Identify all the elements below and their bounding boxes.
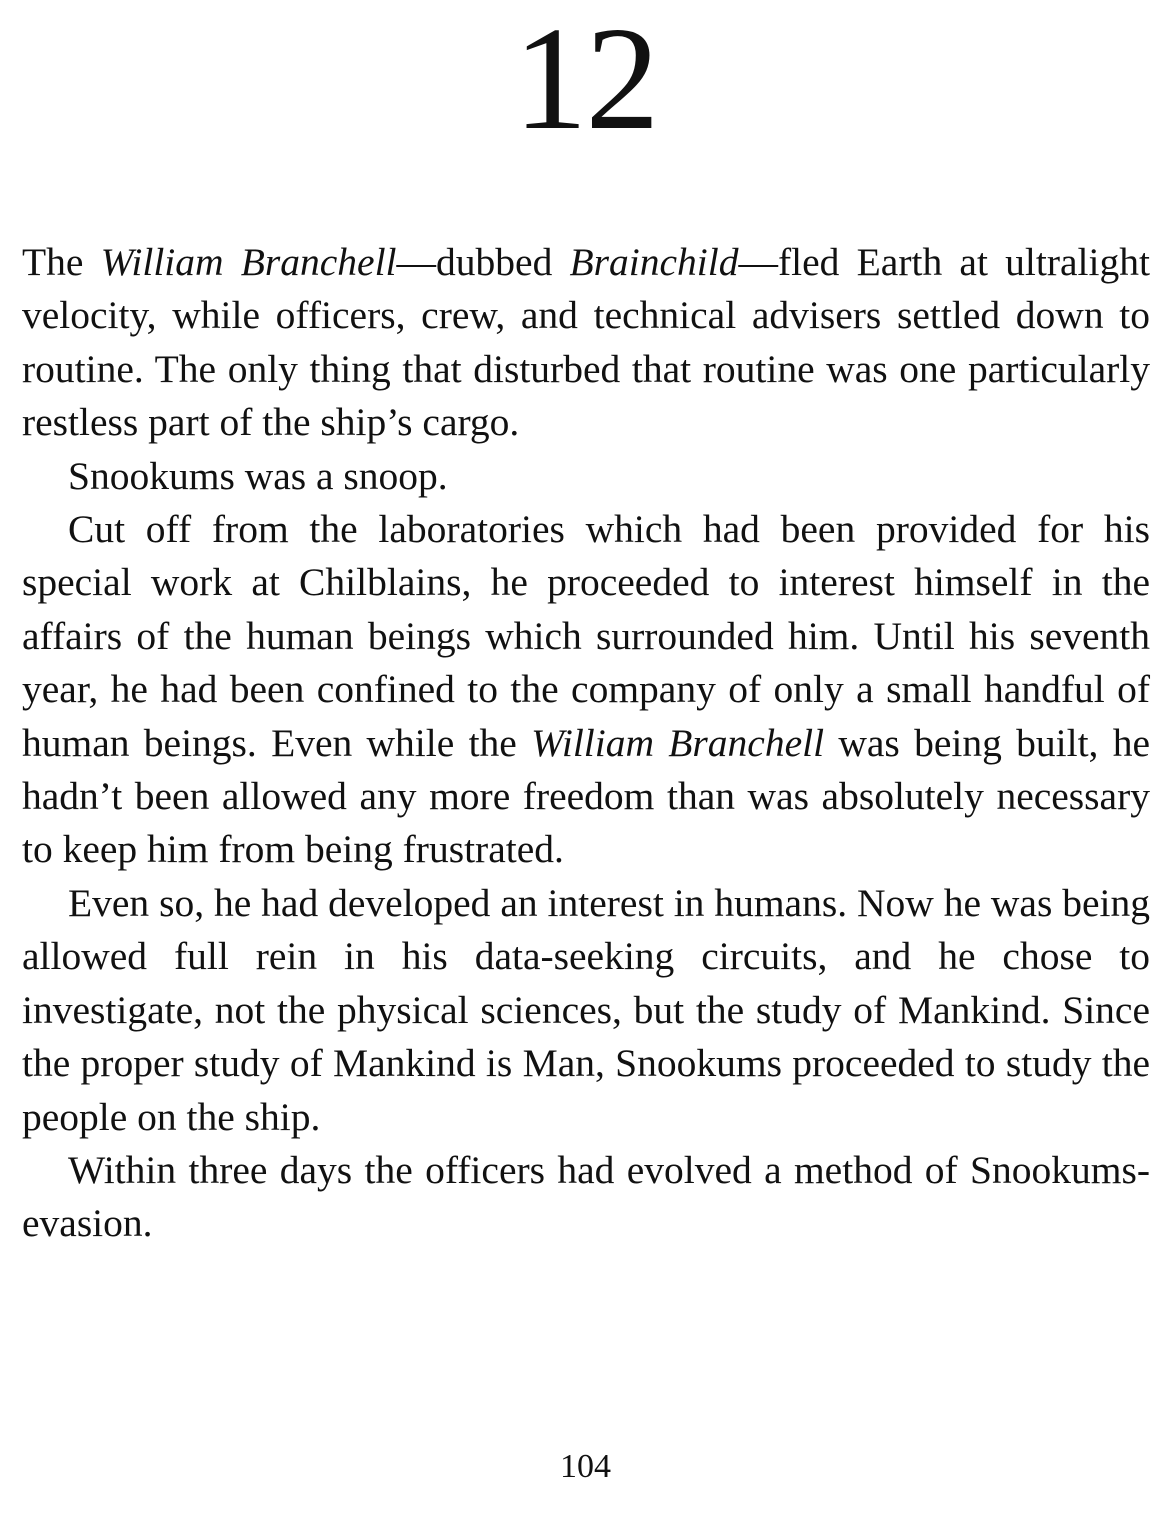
- paragraph-1-text: —dubbed: [396, 240, 570, 284]
- paragraph-1-text: —fled Earth at ultralight velocity, while officers, crew, and technical advisers settled down to routine. The only thing that disturbed that routine was one particularly restless part of the ship’s cargo.: [22, 240, 1150, 445]
- ship-nickname-italic: Brainchild: [569, 240, 739, 284]
- ship-name-italic: William Branchell: [531, 720, 825, 765]
- chapter-body: [22, 236, 1150, 1251]
- paragraph-1: [22, 236, 1150, 450]
- ship-name-italic: William Branchell: [100, 240, 397, 284]
- page-number: 104: [560, 1448, 611, 1485]
- chapter-number: 12: [513, 0, 658, 161]
- paragraph-1-text: The: [22, 240, 101, 284]
- paragraph-4: Even so, he had developed an interest in humans. Now he was being allowed full rein in his data-seeking circuits, and he chose to investigate, not the physical sciences, but the study of Mankind. Since the proper study of Mankind is Man, Snookums proceeded to study the people on the ship.: [22, 880, 1150, 1139]
- paragraph-3-text: Cut off from the laboratories which had been provided for his special work at Chilblains, he proceeded to interest himself in the affairs of the human beings which surrounded him. Until his seventh year, he had been confined to the company of only a small handful of human beings. Even while the: [22, 507, 1150, 765]
- paragraph-3-text: was being built, he hadn’t been allowed any more freedom than was absolutely necessary to keep him from being frustrated.: [22, 720, 1150, 872]
- paragraph-5: Within three days the officers had evolved a method of Snookums-evasion.: [22, 1147, 1150, 1246]
- paragraph-3: [22, 503, 1150, 877]
- paragraph-2: Snookums was a snoop.: [68, 453, 448, 498]
